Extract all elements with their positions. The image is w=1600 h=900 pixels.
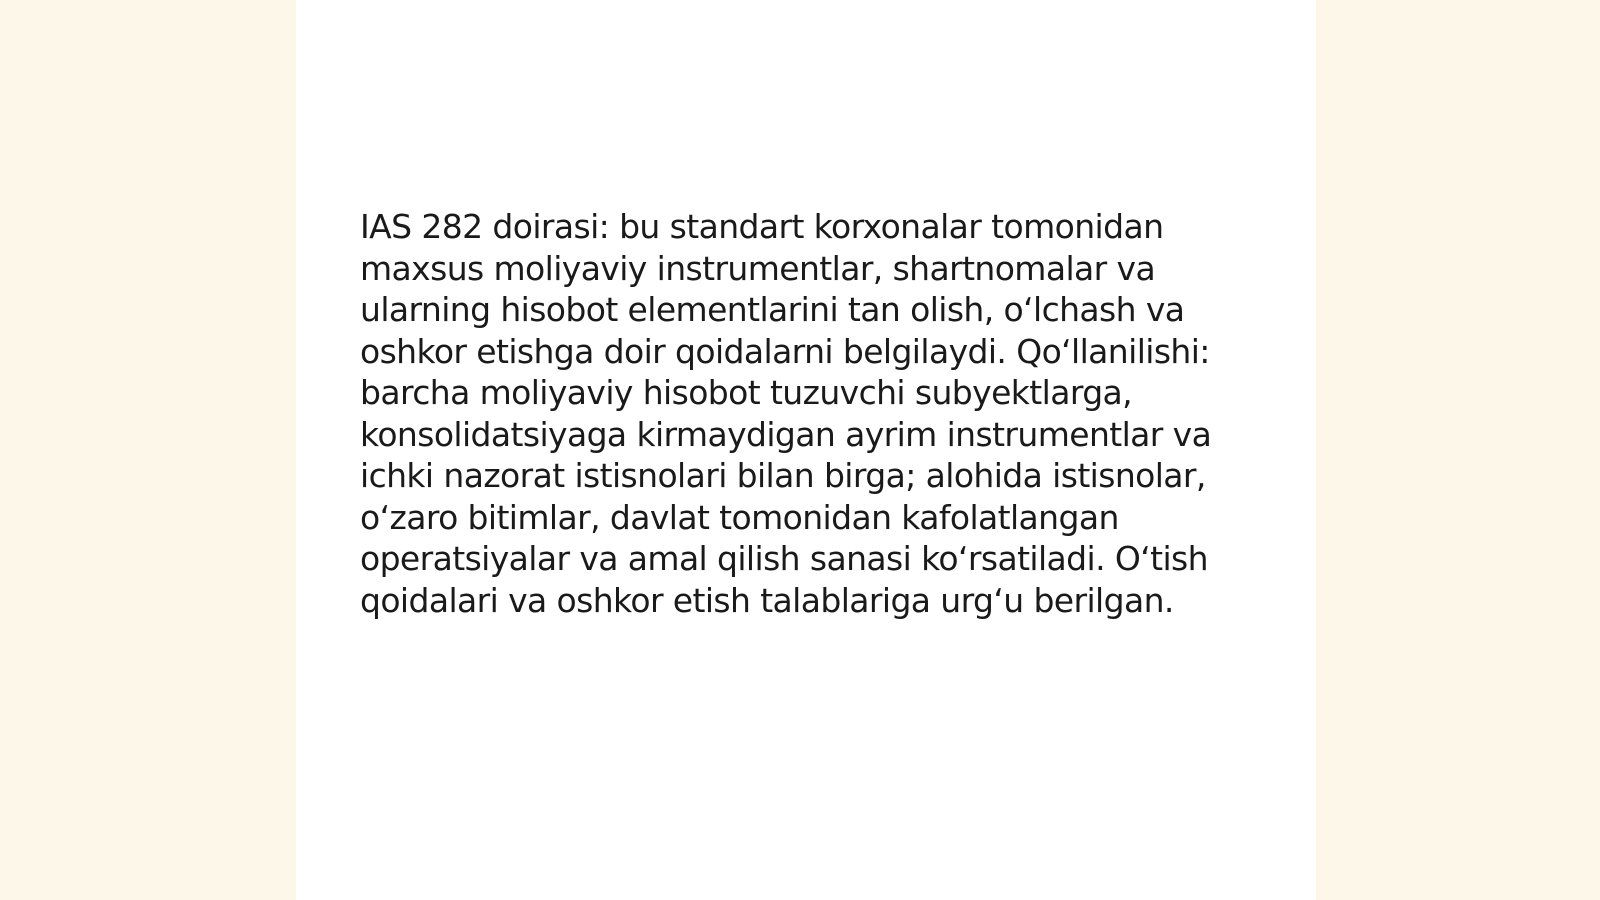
text-line-9: operatsiyalar va amal qilish sanasi koʻrsatiladi. Oʻtish	[360, 539, 1208, 578]
text-line-1: IAS 282 doirasi: bu standart korxonalar tomonidan	[360, 207, 1164, 246]
text-line-2: maxsus moliyaviy instrumentlar, shartnomalar va	[360, 248, 1156, 288]
document-sheet	[296, 0, 1316, 900]
text-line-10: qoidalari va oshkor etish talablariga urgʻu berilgan.	[360, 580, 1174, 620]
text-line-3: ularning hisobot elementlarini tan olish, oʻlchash va	[360, 290, 1185, 329]
text-line-6: konsolidatsiyaga kirmaydigan ayrim instrumentlar va	[360, 414, 1212, 454]
text-line-8: oʻzaro bitimlar, davlat tomonidan kafolatlangan	[360, 497, 1119, 537]
text-line-4: oshkor etishga doir qoidalarni belgilaydi. Qoʻllanilishi:	[360, 331, 1210, 371]
text-line-7: ichki nazorat istisnolari bilan birga; alohida istisnolar,	[360, 456, 1206, 495]
text-line-5: barcha moliyaviy hisobot tuzuvchi subyektlarga,	[360, 373, 1133, 412]
body-paragraph	[360, 206, 1260, 621]
